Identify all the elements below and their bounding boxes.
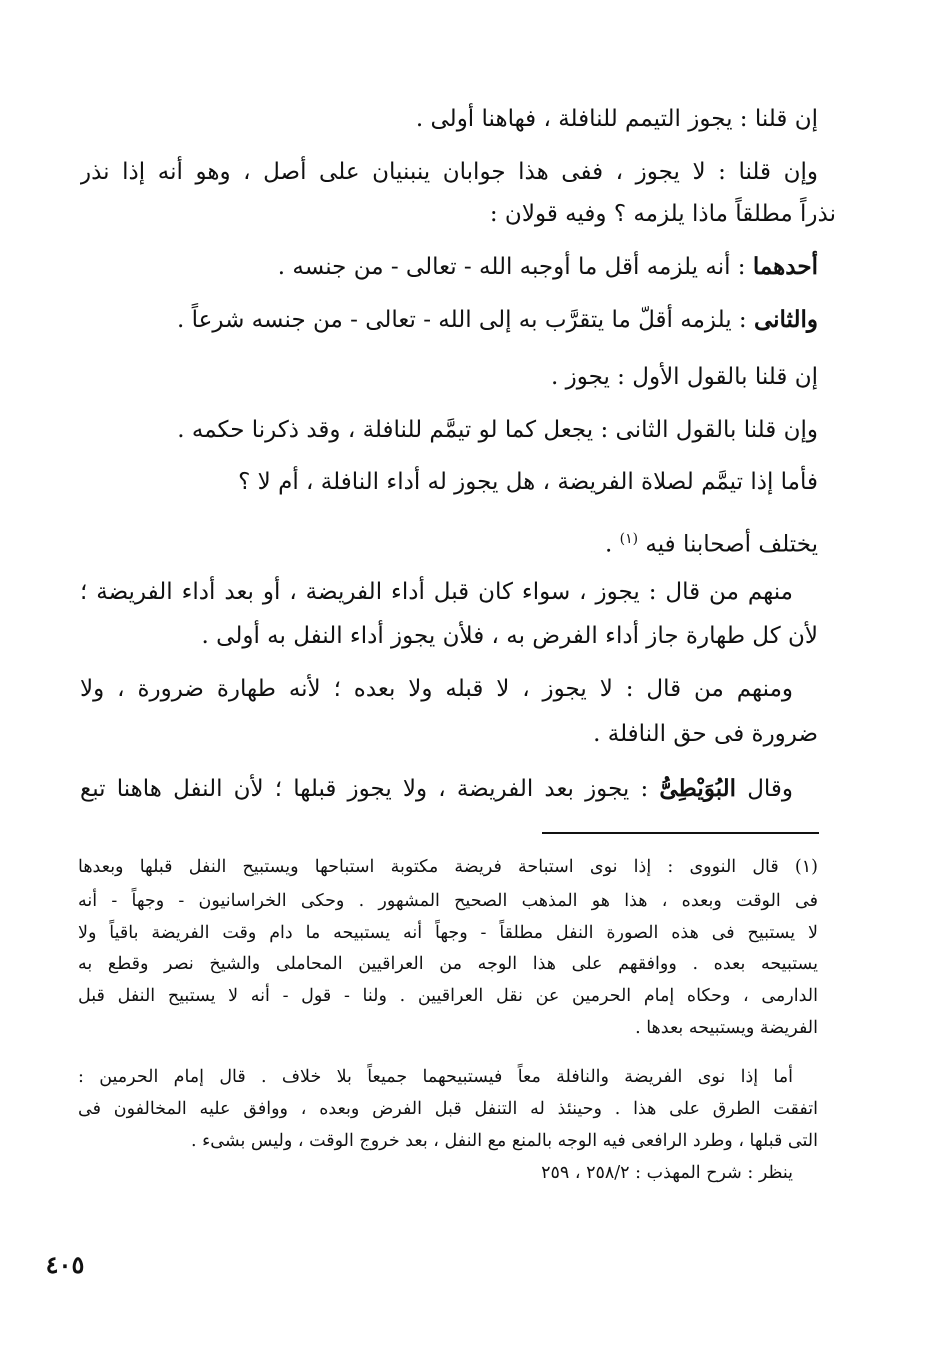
paragraph-9-line-1-text: منهم من قال : يجوز ، سواء كان قبل أداء الفريضة ، أو بعد أداء الفريضة ؛ (80, 579, 793, 605)
footnote-line-1 (78, 851, 818, 883)
paragraph-2-line-2 (136, 192, 836, 236)
paragraph-11 (80, 767, 793, 811)
paragraph-8-text: يختلف أصحابنا فيه (645, 531, 818, 558)
footnote-line-1-text: (١) قال النووى : إذا نوى استباحة فريضة مكتوبة استباحها ويستبيح النفل قبلها وبعدها (78, 857, 818, 877)
footnote-line-7-text: أما إذا نوى الفريضة والنافلة معاً فيستبيحهما جميعاً بلا خلاف . قال إمام الحرمين : (78, 1067, 793, 1087)
paragraph-10-line-1-text: ومنهم من قال : لا يجوز ، لا قبله ولا بعده ؛ لأنه طهارة ضرورة ، ولا (80, 676, 793, 702)
footnote-line-4-text: يستبيحه بعده . ووافقهم على هذا الوجه من العراقيين المحاملى والشيخ نصر وقطع به (78, 954, 818, 974)
paragraph-8 (118, 517, 818, 567)
paragraph-5-text: إن قلنا بالقول الأول : يجوز . (551, 364, 818, 390)
footnote-line-7 (78, 1061, 793, 1093)
footnote-line-10 (93, 1157, 793, 1189)
footnote-line-3 (78, 917, 818, 949)
footnote-line-6-text: الفريضة ويستبيحه بعدها . (635, 1018, 818, 1038)
footnote-line-8-text: اتفقت الطرق على هذا . وحينئذ له التنفل قبل الفرض وبعده ، ووافق عليه المخالفون فى (78, 1099, 818, 1119)
footnote-line-3-text: لا يستبيح فى هذه الصورة النفل مطلقاً - وجهاً أنه يستبيحه ما دام وقت الفريضة باقياً ولا (78, 923, 818, 943)
first-opinion-term: أحدهما (752, 253, 818, 280)
paragraph-11-pre: وقال (747, 776, 793, 802)
paragraph-7 (118, 460, 818, 504)
page-number: ٤٠٥ (45, 1250, 85, 1279)
footnote-line-9 (78, 1125, 818, 1157)
paragraph-2-line-1-text: وإن قلنا : لا يجوز ، ففى هذا جوابان ينبنيان على أصل ، وهو أنه إذا نذر (80, 159, 818, 185)
footnote-line-5-text: الدارمى ، وحكاه إمام الحرمين عن نقل العراقيين . ولنا - قول - أنه لا يستبيح النفل قبل (78, 986, 818, 1006)
paragraph-9-line-2 (98, 614, 818, 658)
paragraph-9-line-2-text: لأن كل طهارة جاز أداء الفرض به ، فلأن يجوز أداء النفل به أولى . (201, 623, 818, 649)
paragraph-1-text: إن قلنا : يجوز التيمم للنافلة ، فهاهنا أولى . (415, 106, 818, 132)
footnote-line-6 (78, 1012, 818, 1044)
footnote-line-2-text: فى الوقت وبعده ، هذا هو المذهب الصحيح المشهور . وحكى الخراسانيون - وجهاً - أنه (78, 891, 818, 911)
second-opinion-text: : يلزمه أقلّ ما يتقرَّب به إلى الله - تعالى - من جنسه شرعاً . (177, 307, 747, 333)
footnote-separator (542, 832, 819, 834)
paragraph-6 (118, 408, 818, 452)
paragraph-1 (118, 97, 818, 141)
paragraph-6-text: وإن قلنا بالقول الثانى : يجعل كما لو تيمَّم للنافلة ، وقد ذكرنا حكمه . (177, 417, 818, 443)
paragraph-3 (118, 245, 818, 289)
paragraph-10-line-2 (118, 712, 818, 756)
footnote-line-9-text: التى قبلها ، وطرد الرافعى فيه الوجه بالمنع مع النفل ، بعد خروج الوقت ، وليس بشىء . (190, 1131, 818, 1151)
paragraph-7-text: فأما إذا تيمَّم لصلاة الفريضة ، هل يجوز له أداء النافلة ، أم لا ؟ (238, 469, 818, 495)
paragraph-4 (118, 298, 818, 342)
footnote-line-4 (78, 948, 818, 980)
paragraph-10-line-2-text: ضرورة فى حق النافلة . (593, 721, 818, 747)
paragraph-2-line-2-text: نذراً مطلقاً ماذا يلزمه ؟ وفيه قولان : (489, 201, 836, 227)
footnote-line-10-text: ينظر : شرح المهذب : ٢٥٨/٢ ، ٢٥٩ (541, 1163, 793, 1183)
footnote-line-2 (78, 885, 818, 917)
buwayti-name: البُوَيْطِىُّ (659, 775, 737, 802)
paragraph-9-line-1 (80, 570, 793, 614)
paragraph-5 (118, 355, 818, 399)
footnote-reference[interactable]: (١) (619, 531, 639, 547)
paragraph-2-line-1 (80, 150, 818, 194)
second-opinion-term: والثانى (753, 306, 818, 333)
paragraph-8-end: . (604, 531, 613, 558)
first-opinion-text: : أنه يلزمه أقل ما أوجبه الله - تعالى - من جنسه . (277, 254, 746, 280)
footnote-line-8 (78, 1093, 818, 1125)
footnote-line-5 (78, 980, 818, 1012)
paragraph-10-line-1 (80, 667, 793, 711)
paragraph-11-text: : يجوز بعد الفريضة ، ولا يجوز قبلها ؛ لأن النفل هاهنا تبع (80, 776, 649, 802)
